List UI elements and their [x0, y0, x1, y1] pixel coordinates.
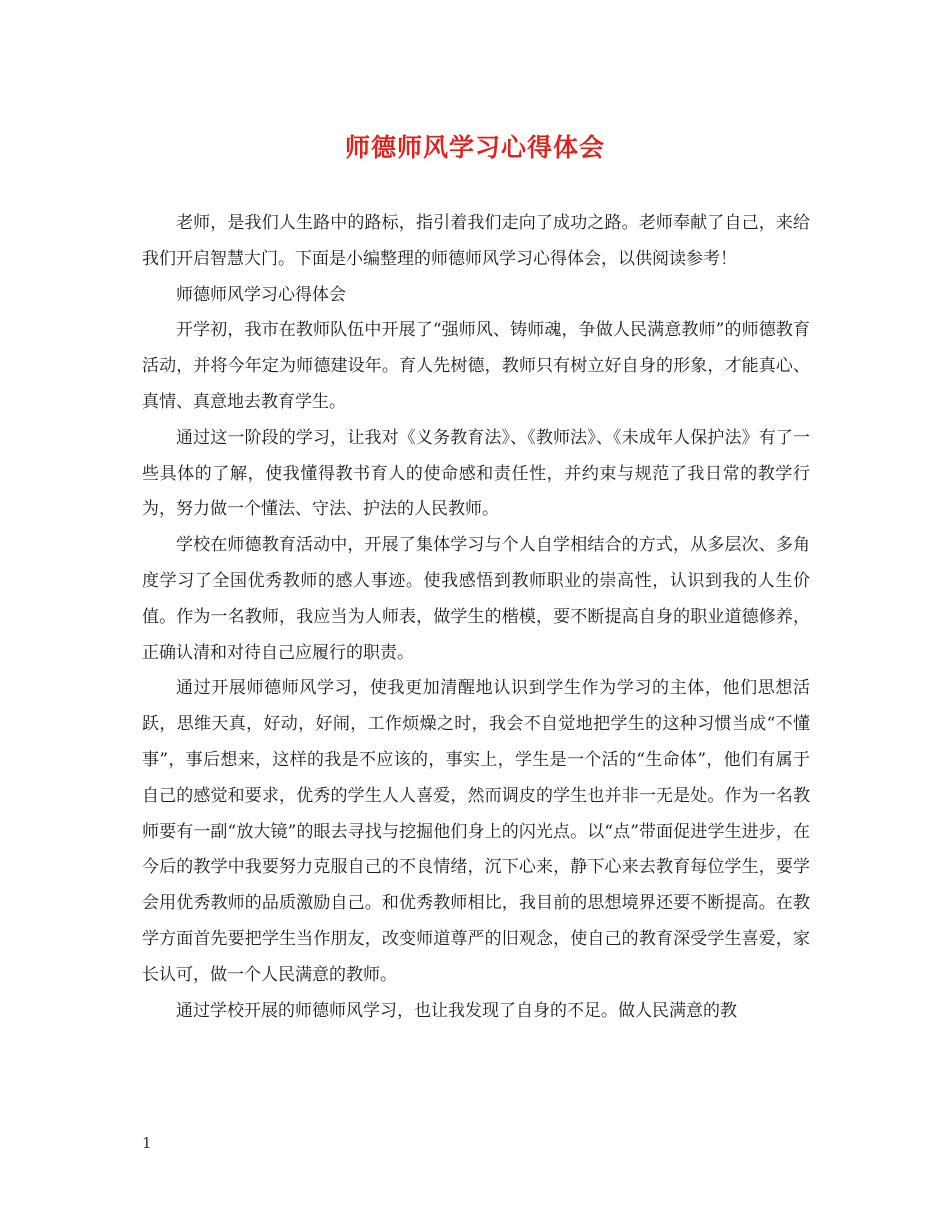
- paragraph-activity: 开学初，我市在教师队伍中开展了“强师风、铸师魂，争做人民满意教师”的师德教育活动，并将今年定为师德建设年。育人先树德，教师只有树立好自身的形象，才能真心、真情、真意地去教育学生。: [142, 320, 810, 412]
- paragraph-intro: 老师，是我们人生路中的路标，指引着我们走向了成功之路。老师奉献了自己，来给我们开启智慧大门。下面是小编整理的师德师风学习心得体会，以供阅读参考！: [142, 213, 810, 269]
- page-number: 1: [142, 1134, 152, 1152]
- paragraph-laws: 通过这一阶段的学习，让我对《义务教育法》、《教师法》、《未成年人保护法》有了一些具体的了解，使我懂得教书育人的使命感和责任性，并约束与规范了我日常的教学行为，努力做一个懂法、守法、护法的人民教师。: [142, 427, 810, 520]
- document-body: [142, 206, 810, 1029]
- document-title: 师德师风学习心得体会: [344, 133, 605, 162]
- paragraph-students: 通过开展师德师风学习，使我更加清醒地认识到学生作为学习的主体，他们思想活跃，思维天真，好动，好闹，工作烦燥之时，我会不自觉地把学生的这种习惯当成“不懂事”，事后想来，这样的我是不应该的，事实上，学生是一个活的“生命体”，他们有属于自己的感觉和要求，优秀的学生人人喜爱，然而调皮的学生也并非一无是处。作为一名教师要有一副“放大镜”的眼去寻找与挖掘他们身上的闪光点。以“点”带面促进学生进步，在今后的教学中我要努力克服自己的不良情绪，沉下心来，静下心来去教育每位学生，要学会用优秀教师的品质激励自己。和优秀教师相比，我目前的思想境界还要不断提高。在教学方面首先要把学生当作朋友，改变师道尊严的旧观念，使自己的教育深受学生喜爱，家长认可，做一个人民满意的教师。: [142, 678, 810, 985]
- paragraph-school-learning: 学校在师德教育活动中，开展了集体学习与个人自学相结合的方式，从多层次、多角度学习了全国优秀教师的感人事迹。使我感悟到教师职业的崇高性，认识到我的人生价值。作为一名教师，我应当为人师表，做学生的楷模，要不断提高自身的职业道德修养，正确认清和对待自己应履行的职责。: [142, 535, 810, 663]
- paragraph-subheading: 师德师风学习心得体会: [176, 284, 346, 305]
- paragraph-shortcomings: 通过学校开展的师德师风学习，也让我发现了自身的不足。做人民满意的教: [176, 1000, 737, 1021]
